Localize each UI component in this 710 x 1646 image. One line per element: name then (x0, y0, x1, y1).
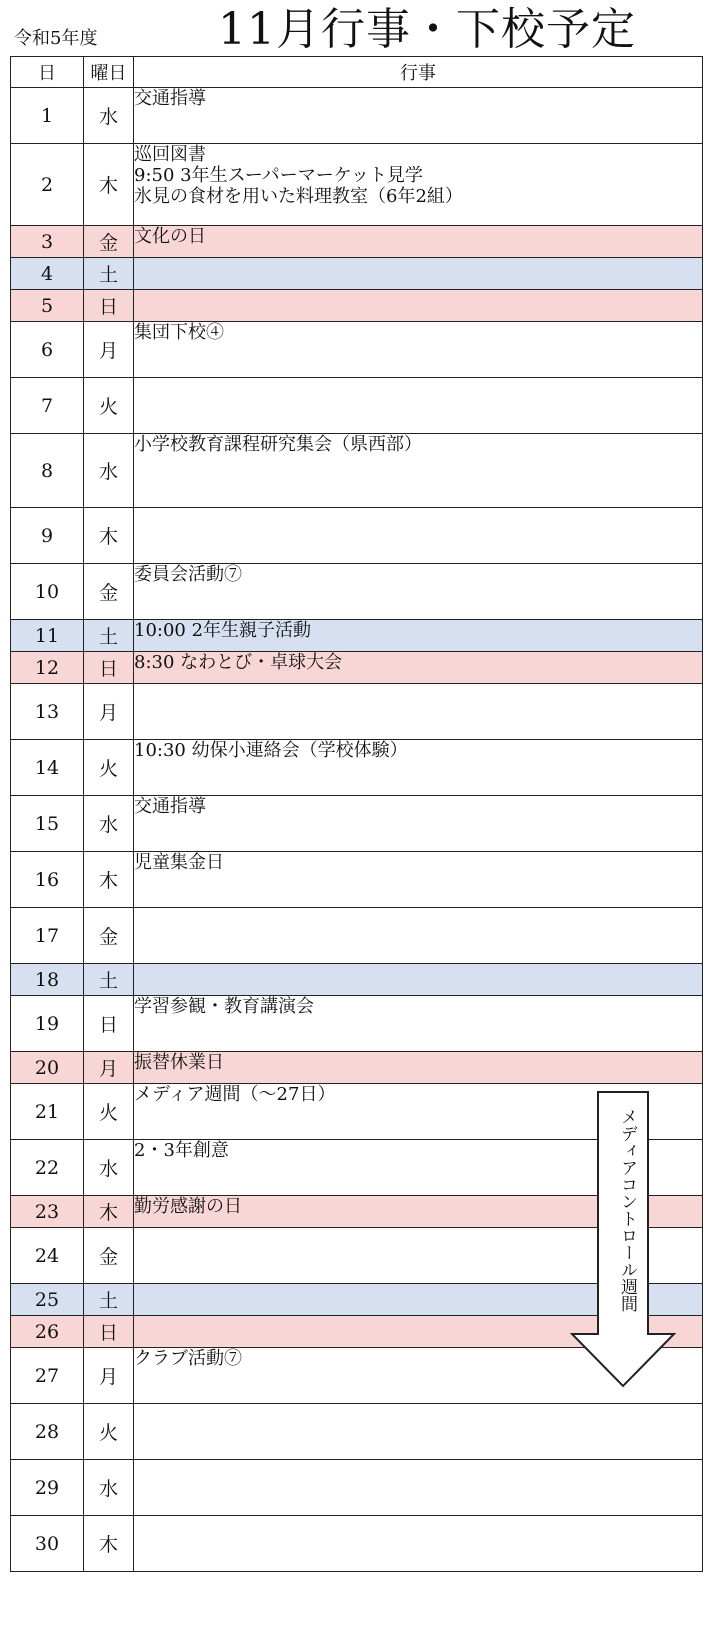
day-cell: 26 (11, 1316, 84, 1348)
day-cell: 6 (11, 322, 84, 378)
event-cell: 文化の日 (134, 226, 703, 258)
day-cell: 11 (11, 620, 84, 652)
column-header-events: 行事 (134, 57, 703, 88)
day-cell: 7 (11, 378, 84, 434)
weekday-cell: 月 (84, 1348, 134, 1404)
event-cell: 振替休業日 (134, 1052, 703, 1084)
event-cell: 児童集金日 (134, 852, 703, 908)
weekday-cell: 水 (84, 1140, 134, 1196)
day-cell: 25 (11, 1284, 84, 1316)
page-title: 11月行事・下校予定 (218, 4, 636, 55)
weekday-cell: 水 (84, 88, 134, 144)
table-row (11, 226, 703, 258)
event-cell: 小学校教育課程研究集会（県西部） (134, 434, 703, 508)
event-cell (134, 290, 703, 322)
weekday-cell: 土 (84, 258, 134, 290)
weekday-cell: 木 (84, 144, 134, 226)
table-row (11, 1052, 703, 1084)
weekday-cell: 土 (84, 1284, 134, 1316)
event-cell: 交通指導 (134, 88, 703, 144)
weekday-cell: 日 (84, 290, 134, 322)
table-row (11, 964, 703, 996)
event-cell (134, 1404, 703, 1460)
weekday-cell: 金 (84, 908, 134, 964)
day-cell: 27 (11, 1348, 84, 1404)
table-row (11, 1460, 703, 1516)
day-cell: 21 (11, 1084, 84, 1140)
weekday-cell: 日 (84, 1316, 134, 1348)
day-cell: 8 (11, 434, 84, 508)
day-cell: 29 (11, 1460, 84, 1516)
event-cell: 10:30 幼保小連絡会（学校体験） (134, 740, 703, 796)
event-cell (134, 1516, 703, 1572)
weekday-cell: 火 (84, 1404, 134, 1460)
weekday-cell: 月 (84, 684, 134, 740)
weekday-cell: 土 (84, 620, 134, 652)
event-cell (134, 964, 703, 996)
day-cell: 17 (11, 908, 84, 964)
weekday-cell: 木 (84, 508, 134, 564)
day-cell: 15 (11, 796, 84, 852)
table-row (11, 620, 703, 652)
event-cell: 交通指導 (134, 796, 703, 852)
event-cell: 巡回図書 9:50 3年生スーパーマーケット見学 氷見の食材を用いた料理教室（6年2組） (134, 144, 703, 226)
day-cell: 18 (11, 964, 84, 996)
table-row (11, 564, 703, 620)
media-control-week-label: メディアコントロール週間 (617, 1108, 637, 1312)
event-cell: クラブ活動⑦ (134, 1348, 703, 1404)
table-row (11, 508, 703, 564)
event-cell (134, 378, 703, 434)
table-row (11, 88, 703, 144)
table-row (11, 996, 703, 1052)
event-cell: 集団下校④ (134, 322, 703, 378)
column-header-weekday: 曜日 (84, 57, 134, 88)
table-row (11, 378, 703, 434)
table-row (11, 796, 703, 852)
day-cell: 2 (11, 144, 84, 226)
event-cell: 2・3年創意 (134, 1140, 703, 1196)
day-cell: 20 (11, 1052, 84, 1084)
weekday-cell: 金 (84, 226, 134, 258)
table-row (11, 434, 703, 508)
day-cell: 30 (11, 1516, 84, 1572)
weekday-cell: 水 (84, 796, 134, 852)
event-cell: メディア週間（～27日） (134, 1084, 703, 1140)
event-cell (134, 508, 703, 564)
table-row (11, 290, 703, 322)
event-cell: 10:00 2年生親子活動 (134, 620, 703, 652)
table-header-row (11, 57, 703, 88)
day-cell: 5 (11, 290, 84, 322)
table-row (11, 908, 703, 964)
table-row (11, 144, 703, 226)
weekday-cell: 火 (84, 378, 134, 434)
day-cell: 12 (11, 652, 84, 684)
day-cell: 3 (11, 226, 84, 258)
day-cell: 28 (11, 1404, 84, 1460)
weekday-cell: 月 (84, 322, 134, 378)
weekday-cell: 木 (84, 1516, 134, 1572)
event-cell (134, 258, 703, 290)
table-row (11, 1516, 703, 1572)
weekday-cell: 日 (84, 996, 134, 1052)
event-cell: 勤労感謝の日 (134, 1196, 703, 1228)
weekday-cell: 水 (84, 1460, 134, 1516)
weekday-cell: 金 (84, 564, 134, 620)
day-cell: 4 (11, 258, 84, 290)
event-cell (134, 684, 703, 740)
table-row (11, 740, 703, 796)
day-cell: 13 (11, 684, 84, 740)
table-row (11, 258, 703, 290)
day-cell: 22 (11, 1140, 84, 1196)
weekday-cell: 日 (84, 652, 134, 684)
table-row (11, 652, 703, 684)
day-cell: 9 (11, 508, 84, 564)
day-cell: 14 (11, 740, 84, 796)
fiscal-year-label: 令和5年度 (14, 28, 98, 49)
weekday-cell: 木 (84, 1196, 134, 1228)
event-cell (134, 1460, 703, 1516)
event-cell (134, 908, 703, 964)
table-row (11, 852, 703, 908)
event-cell: 委員会活動⑦ (134, 564, 703, 620)
weekday-cell: 水 (84, 434, 134, 508)
day-cell: 19 (11, 996, 84, 1052)
event-cell: 学習参観・教育講演会 (134, 996, 703, 1052)
weekday-cell: 土 (84, 964, 134, 996)
table-row (11, 322, 703, 378)
day-cell: 16 (11, 852, 84, 908)
weekday-cell: 木 (84, 852, 134, 908)
table-row (11, 684, 703, 740)
day-cell: 23 (11, 1196, 84, 1228)
weekday-cell: 月 (84, 1052, 134, 1084)
day-cell: 24 (11, 1228, 84, 1284)
day-cell: 10 (11, 564, 84, 620)
weekday-cell: 火 (84, 1084, 134, 1140)
weekday-cell: 火 (84, 740, 134, 796)
table-row (11, 1404, 703, 1460)
day-cell: 1 (11, 88, 84, 144)
column-header-day: 日 (11, 57, 84, 88)
weekday-cell: 金 (84, 1228, 134, 1284)
event-cell: 8:30 なわとび・卓球大会 (134, 652, 703, 684)
